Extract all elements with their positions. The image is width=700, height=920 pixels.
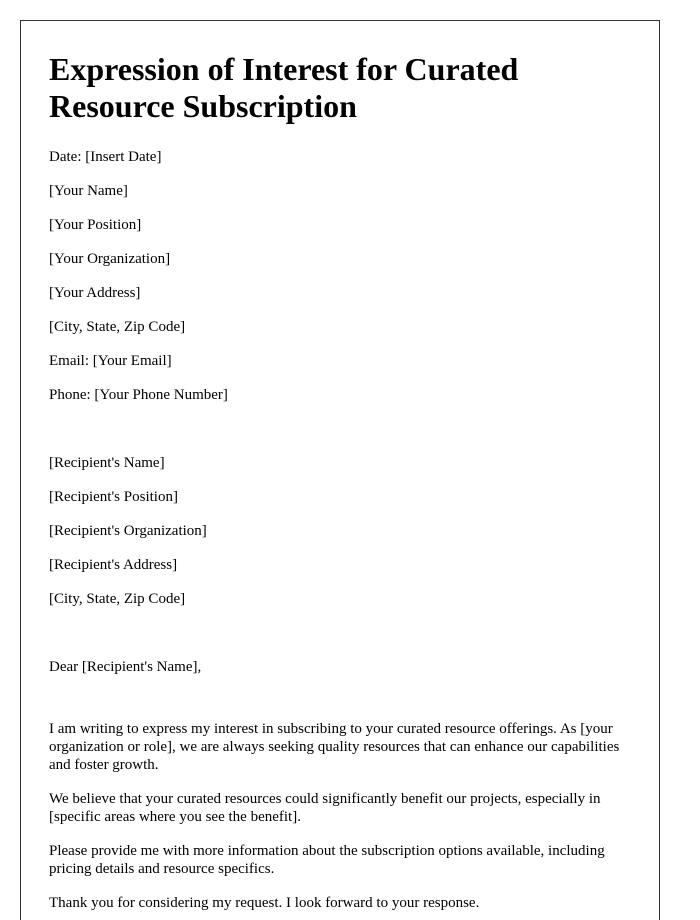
sender-position: [Your Position] [49,217,142,233]
date-line: Date: [Insert Date] [49,149,162,165]
sender-address: [Your Address] [49,285,141,301]
body-paragraph: We believe that your curated resources could significantly benefit our projects, especially in [specific areas where you see the benefit]. [49,791,601,825]
salutation: Dear [Recipient's Name], [49,659,202,675]
recipient-position: [Recipient's Position] [49,489,178,505]
recipient-organization: [Recipient's Organization] [49,523,207,539]
body-paragraph: Thank you for considering my request. I look forward to your response. [49,895,480,911]
sender-name: [Your Name] [49,183,128,199]
letter-page [20,20,660,920]
recipient-address: [Recipient's Address] [49,557,178,573]
body-paragraph: I am writing to express my interest in subscribing to your curated resource offerings. As [your organization or role], we are always seeking quality resources that can enhance our capabilities and foster growth. [49,721,620,773]
sender-email: Email: [Your Email] [49,353,172,369]
body-paragraph: Please provide me with more information about the subscription options available, including pricing details and resource specifics. [49,843,605,877]
sender-phone: Phone: [Your Phone Number] [49,387,228,403]
letter-content [49,21,639,912]
sender-city-state-zip: [City, State, Zip Code] [49,319,186,335]
letter-title: Expression of Interest for Curated Resource Subscription [49,51,519,124]
recipient-city-state-zip: [City, State, Zip Code] [49,591,186,607]
sender-organization: [Your Organization] [49,251,171,267]
recipient-name: [Recipient's Name] [49,455,165,471]
